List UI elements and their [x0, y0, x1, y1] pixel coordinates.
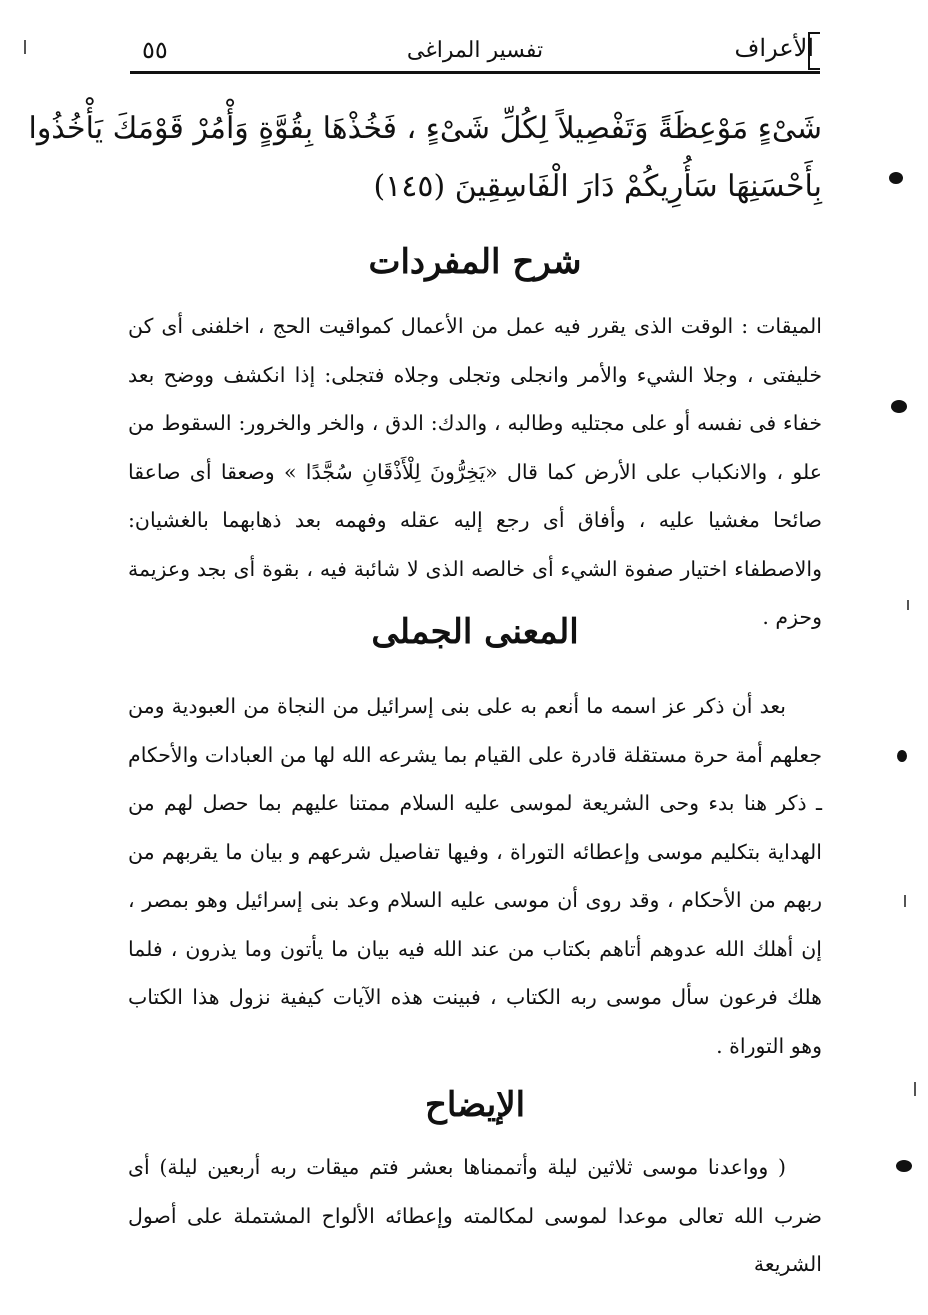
verse-line-2: بِأَحْسَنِهَا سَأُرِيكُمْ دَارَ الْفَاسِقِينَ (١٤٥) — [373, 169, 822, 204]
vocabulary-section — [128, 232, 822, 642]
vocabulary-paragraph: الميقات : الوقت الذى يقرر فيه عمل من الأعمال كمواقيت الحج ، اخلفنى أى كن خليفتى ، وجلا الشيء والأمر وانجلى وتجلى وجلاه فتجلى: إذا انكشف ووضح بعد خفاء فى نفسه أو على مجتليه وطالبه ، والدك: الدق ، والخر والخرور: السقوط من علو ، والانكباب على الأرض كما قال «يَخِرُّونَ لِلْأَذْقَانِ سُجَّدًا » وصعقا أى صاعقا صائحا مغشيا عليه ، وأفاق أى رجع إليه عقله وفهمه بعد ذهابهما بالغشيان: والاصطفاء اختيار صفوة الشيء أى خالصه الذى لا شائبة فيه ، بقوة أى بجد وعزيمة وحزم . — [128, 314, 822, 629]
section-heading-vocabulary: شرح المفردات — [368, 242, 582, 282]
verse-line-1: شَىْءٍ مَوْعِظَةً وَتَفْصِيلاً لِكُلِّ شَىْءٍ ، فَخُذْهَا بِقُوَّةٍ وَأْمُرْ قَوْمَكَ يَأْخُذُوا — [28, 111, 822, 146]
section-heading-explanation: الإيضاح — [424, 1085, 526, 1125]
page-number: ٥٥ — [142, 36, 168, 64]
explanation-paragraph: ( وواعدنا موسى ثلاثين ليلة وأتممناها بعشر فتم ميقات ربه أربعين ليلة) أى ضرب الله تعالى موعدا لموسى لمكالمته وإعطائه الألواح المشتملة على أصول الشريعة — [128, 1155, 822, 1276]
section-heading-summary: المعنى الجملى — [371, 612, 579, 652]
quran-verse — [28, 100, 822, 216]
surah-name: الأعراف — [734, 34, 814, 62]
margin-tick — [907, 600, 909, 610]
margin-tick — [24, 40, 26, 54]
margin-speck — [889, 172, 903, 184]
margin-speck — [891, 400, 907, 413]
page-header — [130, 30, 820, 74]
explanation-section — [128, 1075, 822, 1289]
summary-section — [128, 602, 822, 1070]
margin-tick — [914, 1082, 916, 1096]
margin-speck — [897, 750, 907, 762]
header-rule — [130, 71, 820, 74]
book-title: تفسير المراغى — [406, 38, 544, 63]
header-bracket — [808, 32, 820, 70]
margin-tick — [904, 895, 906, 907]
margin-speck — [896, 1160, 912, 1172]
summary-paragraph: بعد أن ذكر عز اسمه ما أنعم به على بنى إسرائيل من النجاة من العبودية ومن جعلهم أمة حرة مستقلة قادرة على القيام بما يشرعه الله لها من العبادات والأحكام ـ ذكر هنا بدء وحى الشريعة لموسى عليه السلام ممتنا عليهم بما حصل لهم من الهداية بتكليم موسى وإعطائه التوراة ، وفيها تفاصيل شرعهم و بيان ما يقربهم من ربهم من الأحكام ، وقد روى أن موسى عليه السلام وعد بنى إسرائيل وهو بمصر ، إن أهلك الله عدوهم أتاهم بكتاب من عند الله فيه بيان ما يأتون وما يذرون ، فلما هلك فرعون سأل موسى ربه الكتاب ، فبينت هذه الآيات كيفية نزول هذا الكتاب وهو التوراة . — [128, 694, 822, 1058]
